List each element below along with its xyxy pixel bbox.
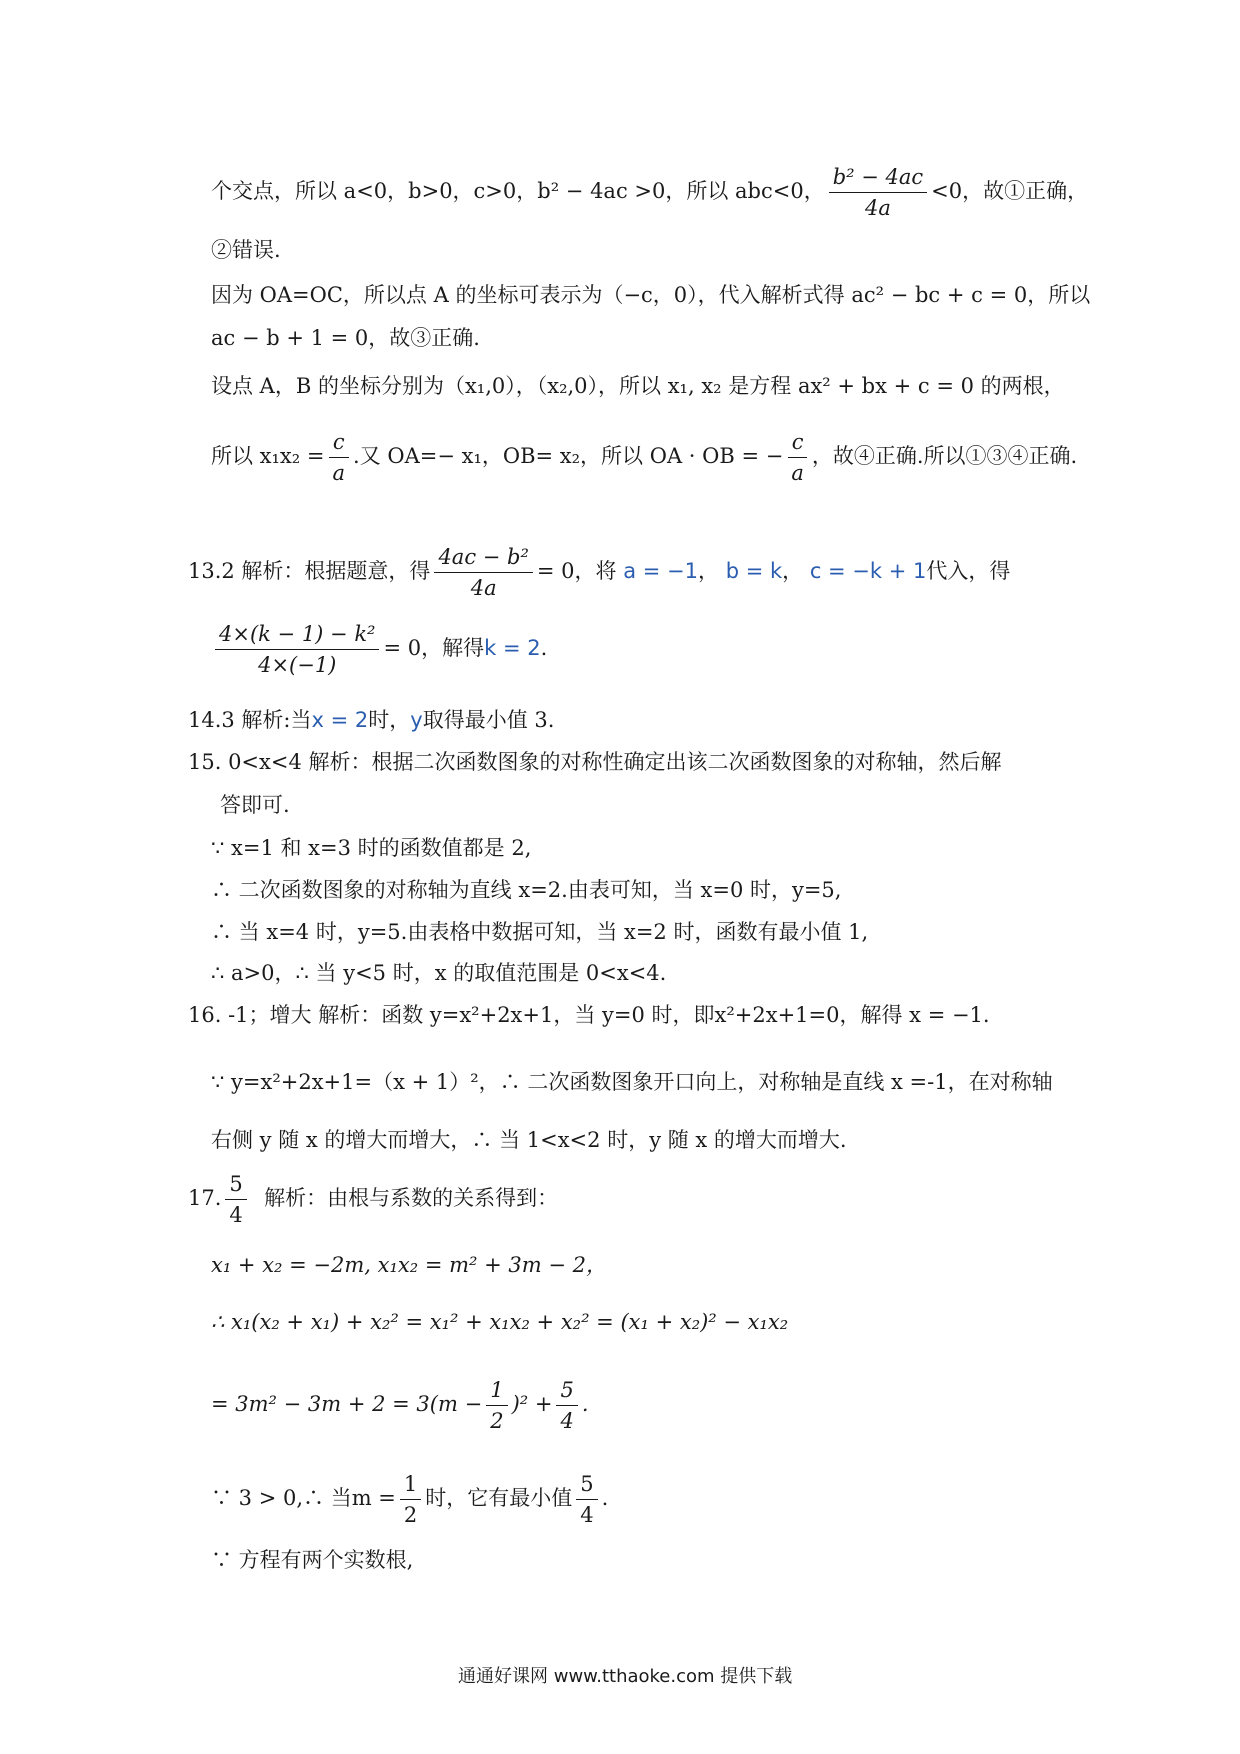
text-line: 16. -1；增大 解析：函数 y=x²+2x+1，当 y=0 时，即x²+2x+1=0，解得 x = −1. <box>188 1003 990 1027</box>
text-line <box>211 1472 608 1527</box>
text-line: ∵ 方程有两个实数根, <box>211 1548 414 1572</box>
text-segment: 解析：由根与系数的关系得到： <box>264 1186 559 1211</box>
fraction-numerator: 1 <box>486 1378 507 1406</box>
text-segment: 时，它有最小值 <box>425 1486 573 1511</box>
text-line <box>211 430 1077 485</box>
text-line <box>188 1172 558 1227</box>
text-segment: .又 OA=− x₁，OB= x₂，所以 OA · OB = − <box>353 444 784 469</box>
fraction-denominator: a <box>332 461 346 486</box>
fraction <box>215 622 379 677</box>
text-segment: . <box>581 1392 589 1417</box>
fraction-numerator: 4ac − b² <box>434 545 532 573</box>
text-segment: 时， <box>368 708 411 732</box>
text-segment: <0，故①正确， <box>931 179 1089 204</box>
text-line: x₁ + x₂ = −2m, x₁x₂ = m² + 3m − 2， <box>211 1253 607 1277</box>
text-line: ∵ x=1 和 x=3 时的函数值都是 2, <box>211 836 532 860</box>
fraction <box>787 430 808 485</box>
text-line: 因为 OA=OC，所以点 A 的坐标可表示为（−c，0），代入解析式得 ac² − bc + c = 0，所以 <box>211 283 1091 307</box>
fraction-denominator: 4 <box>229 1203 243 1228</box>
page-footer: 通通好课网 www.tthaoke.com 提供下载 <box>458 1666 793 1687</box>
text-line: 右侧 y 随 x 的增大而增大，∴ 当 1<x<2 时，y 随 x 的增大而增大. <box>211 1128 847 1152</box>
fraction <box>556 1378 577 1433</box>
fraction-denominator: 2 <box>490 1409 504 1434</box>
text-segment: 13.2 解析：根据题意，得 <box>188 559 431 584</box>
text-segment: 代入，得 <box>926 559 1011 584</box>
math-inline: k = 2 <box>484 636 541 661</box>
text-segment: ，故④正确.所以①③④正确. <box>811 444 1078 469</box>
fraction <box>328 430 349 485</box>
text-segment: 17. <box>188 1186 222 1211</box>
text-segment: = 3m² − 3m + 2 = 3(m − <box>211 1392 483 1417</box>
fraction <box>486 1378 507 1433</box>
fraction-denominator: 4 <box>560 1409 574 1434</box>
fraction-numerator: 4×(k − 1) − k² <box>215 622 379 650</box>
fraction <box>434 545 532 600</box>
text-line: ∵ y=x²+2x+1=（x + 1）²，∴ 二次函数图象开口向上，对称轴是直线 x =-1，在对称轴 <box>211 1070 1053 1094</box>
fraction-numerator: 5 <box>576 1472 597 1500</box>
text-line: 15. 0<x<4 解析：根据二次函数图象的对称性确定出该二次函数图象的对称轴，然后解 <box>188 750 1002 774</box>
fraction-denominator: a <box>791 461 804 486</box>
fraction <box>225 1172 246 1227</box>
fraction-numerator: 5 <box>556 1378 577 1406</box>
text-line: ②错误. <box>211 238 281 262</box>
math-inline: y <box>410 708 423 732</box>
text-line: 答即可. <box>220 793 290 817</box>
text-segment: . <box>540 636 548 661</box>
text-segment: 所以 x₁x₂ = <box>211 444 325 469</box>
text-segment: ， <box>698 559 719 584</box>
fraction <box>829 165 927 220</box>
fraction-numerator: c <box>329 430 349 458</box>
fraction-numerator: 1 <box>400 1472 421 1500</box>
text-segment: 取得最小值 3. <box>422 708 555 732</box>
text-line <box>188 545 1010 600</box>
fraction-denominator: 4×(−1) <box>258 653 337 678</box>
text-segment: 个交点，所以 a<0，b>0，c>0，b² − 4ac >0，所以 abc<0， <box>211 179 825 204</box>
text-segment: = 0，解得 <box>383 636 485 661</box>
text-segment: )² + <box>511 1392 553 1417</box>
text-line <box>211 1378 589 1433</box>
text-segment: ∵ 3 > 0,∴ 当m = <box>211 1486 396 1511</box>
fraction-numerator: c <box>788 430 808 458</box>
fraction-denominator: 4 <box>580 1503 594 1528</box>
fraction <box>400 1472 421 1527</box>
text-line: ∴ 二次函数图象的对称轴为直线 x=2.由表可知，当 x=0 时，y=5, <box>211 878 842 902</box>
text-line: 设点 A，B 的坐标分别为（x₁,0），（x₂,0），所以 x₁, x₂ 是方程 ax² + bx + c = 0 的两根， <box>211 374 1065 398</box>
math-inline: c = −k + 1 <box>809 559 927 584</box>
fraction-denominator: 2 <box>403 1503 418 1528</box>
fraction-numerator: b² − 4ac <box>829 165 927 193</box>
math-inline: a = −1 <box>623 559 698 584</box>
text-segment: . <box>601 1486 609 1511</box>
text-line <box>211 622 547 677</box>
text-line: ∴ x₁(x₂ + x₁) + x₂² = x₁² + x₁x₂ + x₂² = (x₁ + x₂)² − x₁x₂ <box>211 1310 789 1334</box>
text-line: ∴ 当 x=4 时，y=5.由表格中数据可知，当 x=2 时，函数有最小值 1, <box>211 920 869 944</box>
fraction-denominator: 4a <box>470 576 497 601</box>
text-line <box>188 710 554 731</box>
text-segment: 14.3 解析:当 <box>188 708 312 732</box>
text-line <box>211 165 1088 220</box>
text-line: ac − b + 1 = 0，故③正确. <box>211 326 480 350</box>
text-segment: = 0，将 <box>536 559 617 584</box>
text-segment: ， <box>782 559 804 584</box>
math-inline: x = 2 <box>311 708 369 732</box>
math-inline: b = k <box>725 559 783 584</box>
fraction-numerator: 5 <box>225 1172 246 1200</box>
text-line: ∴ a>0，∴ 当 y<5 时，x 的取值范围是 0<x<4. <box>211 961 667 985</box>
fraction <box>576 1472 597 1527</box>
fraction-denominator: 4a <box>865 196 891 221</box>
